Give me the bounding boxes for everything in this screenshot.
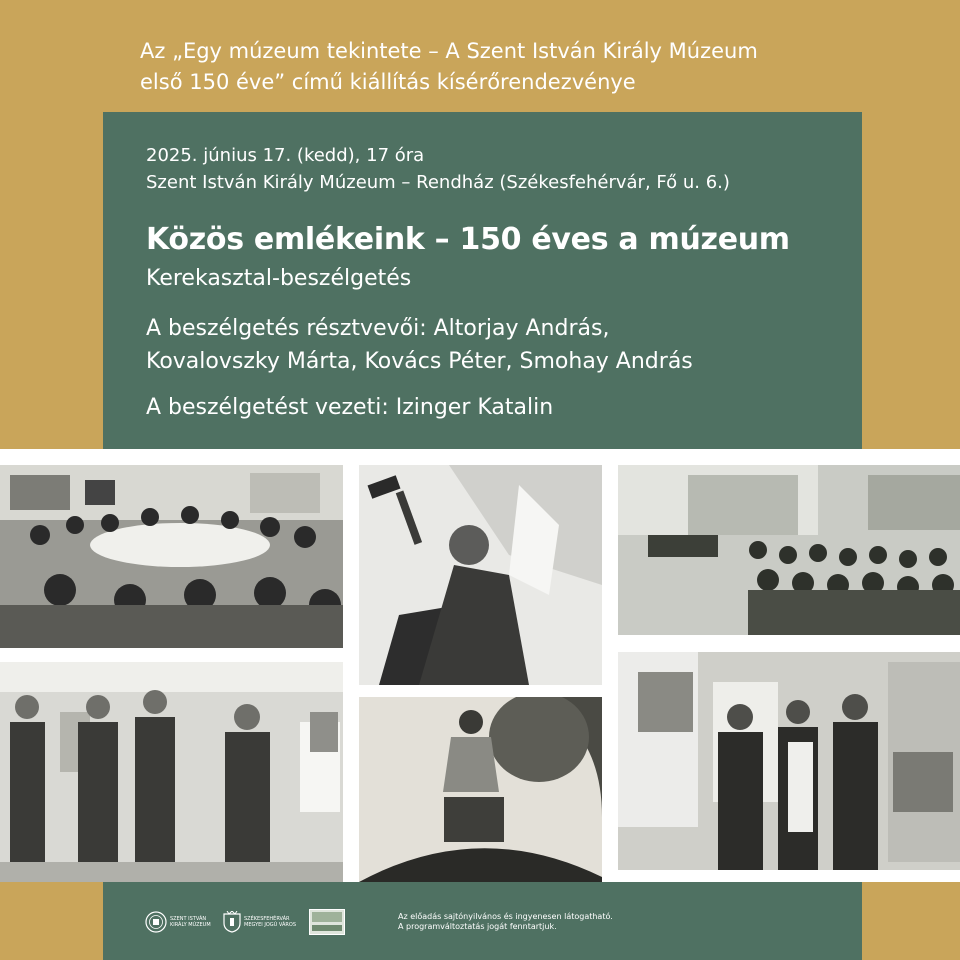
event-date-venue <box>146 142 730 196</box>
subtitle-line-2: első 150 éve” című kiállítás kísérőrendezvénye <box>140 70 636 94</box>
event-venue: Szent István Király Múzeum – Rendház (Székesfehérvár, Fő u. 6.) <box>146 172 730 193</box>
museum-logo-line-1: SZENT ISTVÁN <box>170 916 207 922</box>
footer-bar <box>103 882 862 960</box>
participants-line-2: Kovalovszky Márta, Kovács Péter, Smohay András <box>146 349 693 374</box>
photo-collage <box>0 449 960 882</box>
museum-seal-icon <box>145 911 167 933</box>
city-logo-line-2: MEGYEI JOGÚ VÁROS <box>244 922 297 928</box>
photo-lecture-audience <box>618 465 960 635</box>
notice-line-2: A programváltoztatás jogát fenntartjuk. <box>398 922 557 931</box>
photo-exhibition-visitors <box>618 652 960 870</box>
photo-opening-speech <box>0 662 343 882</box>
photo-sculptor-with-hammer <box>359 465 602 685</box>
photo-roundtable-meeting <box>0 465 343 648</box>
museum-logo-line-2: KIRÁLY MÚZEUM <box>170 922 211 928</box>
city-logo <box>223 909 296 935</box>
event-title: Közös emlékeink – 150 éves a múzeum <box>146 222 790 257</box>
footer-notice <box>398 912 613 932</box>
subtitle-line-1: Az „Egy múzeum tekintete – A Szent István Király Múzeum <box>140 39 758 63</box>
event-date: 2025. június 17. (kedd), 17 óra <box>146 145 425 166</box>
exhibition-subtitle <box>140 36 860 98</box>
notice-line-1: Az előadás sajtónyilvános és ingyenesen látogatható. <box>398 912 613 921</box>
event-host: A beszélgetést vezeti: Izinger Katalin <box>146 395 554 420</box>
event-card <box>103 112 862 449</box>
event-participants <box>146 312 693 378</box>
event-kind: Kerekasztal-beszélgetés <box>146 266 412 291</box>
city-logo-line-1: SZÉKESFEHÉRVÁR <box>244 916 290 922</box>
photo-man-on-monument <box>359 697 602 882</box>
museum-logo <box>145 909 211 935</box>
participants-line-1: A beszélgetés résztvevői: Altorjay András, <box>146 316 610 341</box>
partner-logo-icon <box>309 909 345 935</box>
city-crest-icon <box>223 911 241 933</box>
partner-logo <box>309 909 345 935</box>
